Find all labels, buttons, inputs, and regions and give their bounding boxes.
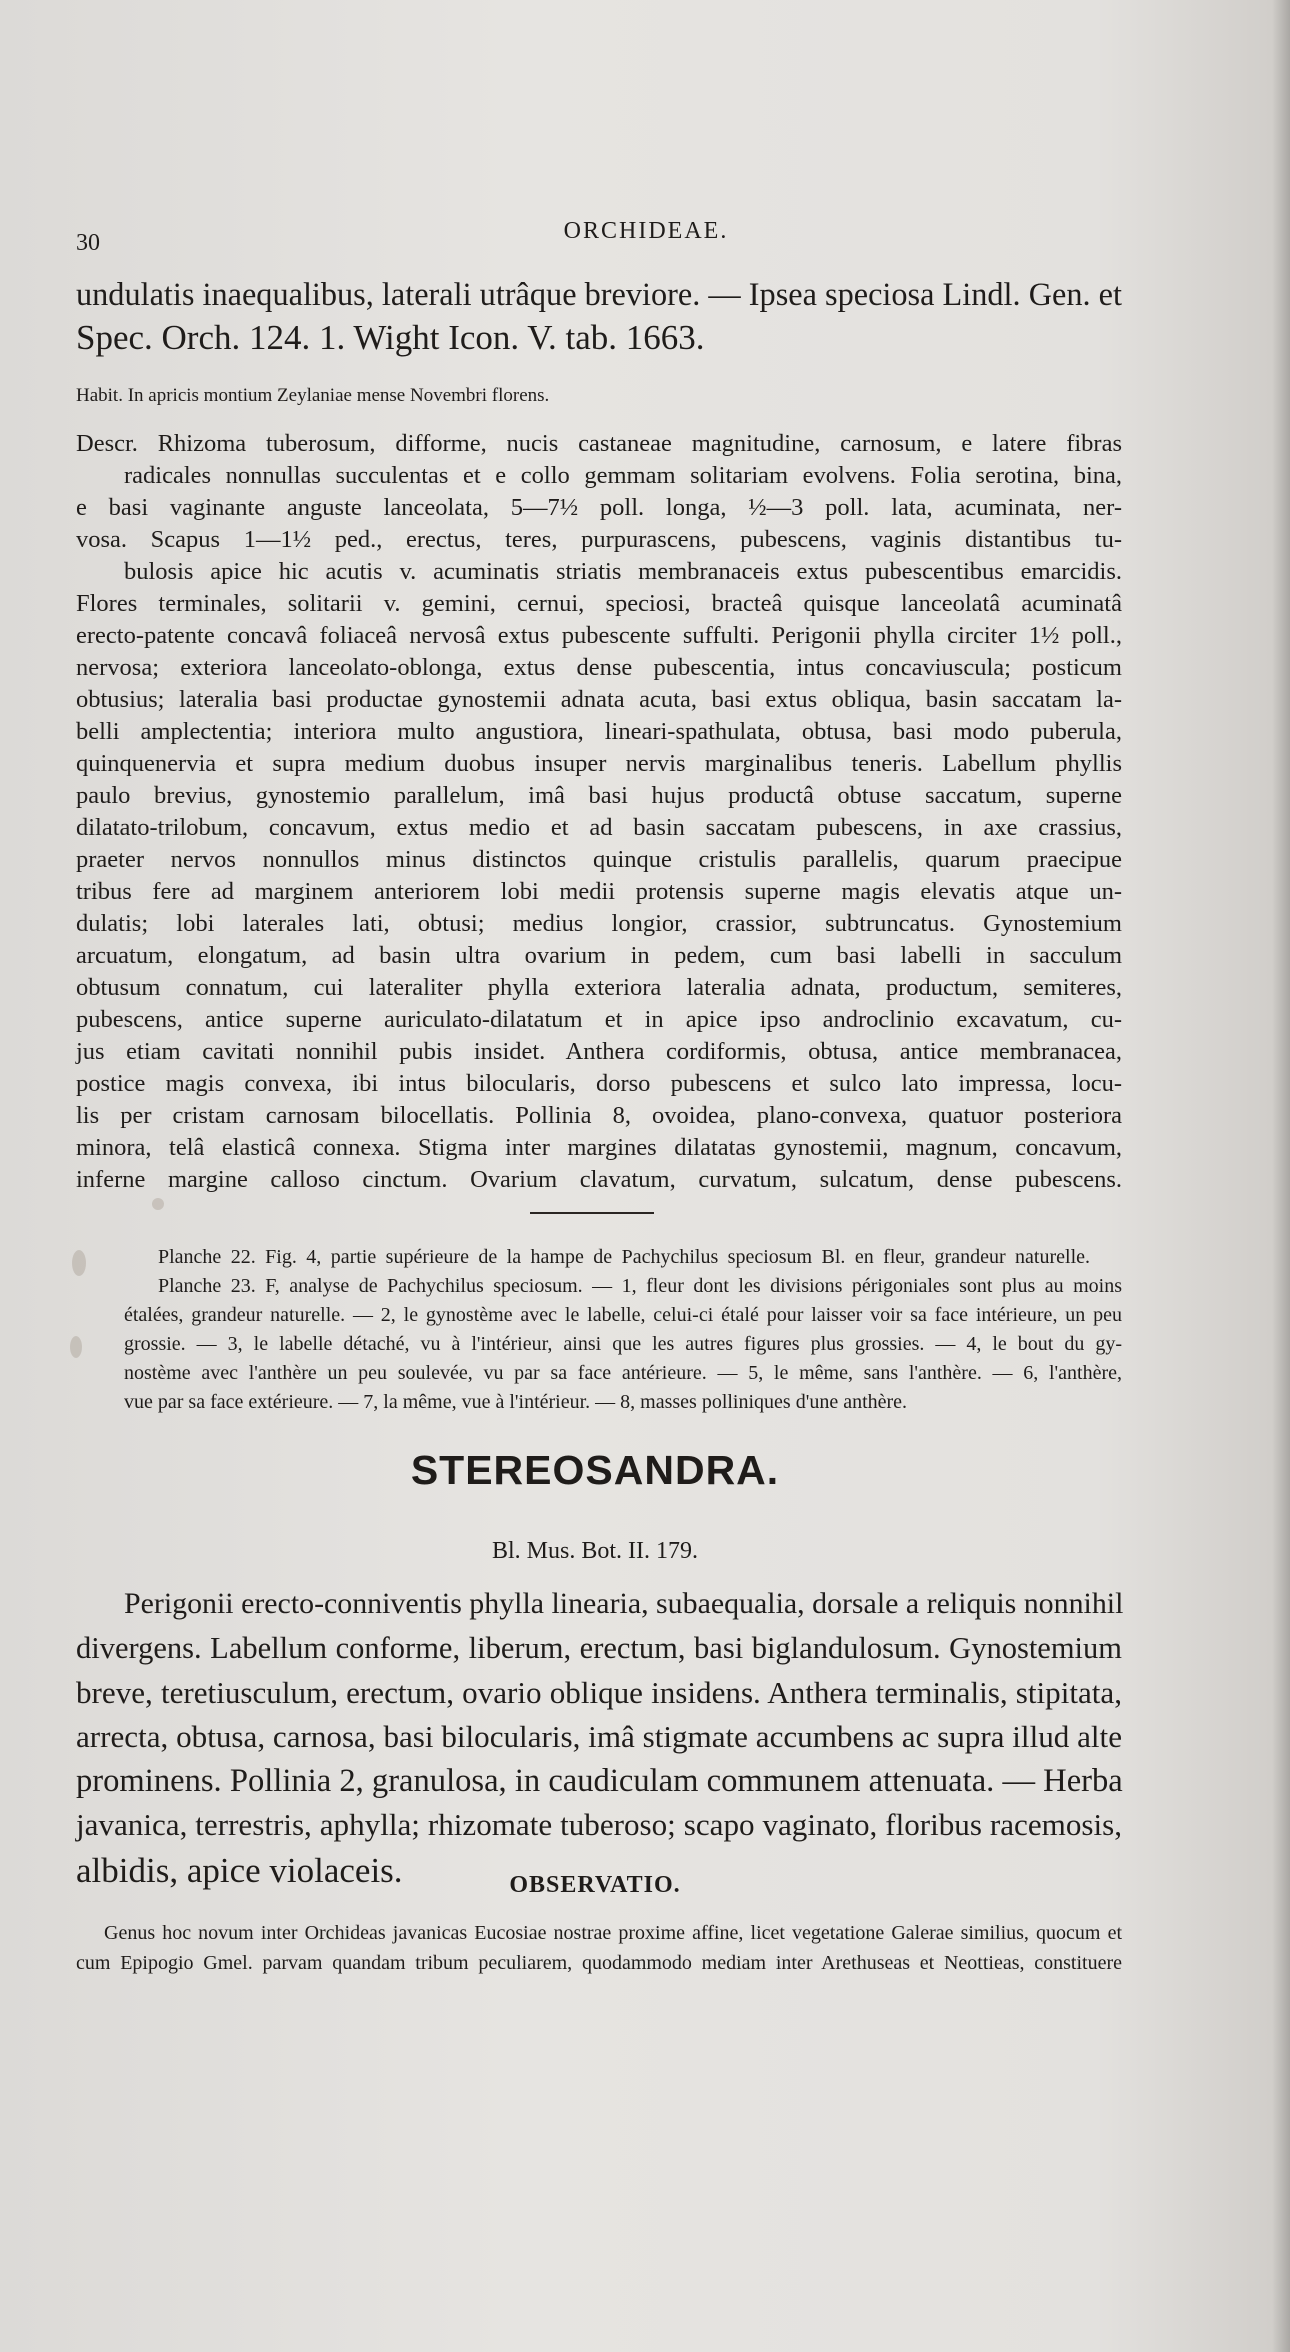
text-line: postice magis convexa, ibi intus bilocularis, dorso pubescens et sulco lato impressa, locu- xyxy=(76,1070,1122,1097)
text-line: Descr. Rhizoma tuberosum, difforme, nucis castaneae magnitudine, carnosum, e latere fibras xyxy=(76,430,1122,457)
genus-title: STEREOSANDRA. xyxy=(410,1447,780,1493)
text-line: lis per cristam carnosam bilocellatis. Pollinia 8, ovoidea, plano-convexa, quatuor posteriora xyxy=(76,1102,1122,1129)
text-line: pubescens, antice superne auriculato-dilatatum et in apice ipso androclinio excavatum, cu- xyxy=(76,1006,1122,1033)
text-line: nostème avec l'anthère un peu soulevée, vu par sa face antérieure. — 5, le même, sans l'anthère. — 6, l'anthère, xyxy=(124,1362,1122,1384)
running-head: ORCHIDEAE. xyxy=(563,218,729,244)
text-line: Planche 22. Fig. 4, partie supérieure de la hampe de Pachychilus speciosum Bl. en fleur, grandeur naturelle. xyxy=(158,1246,1090,1268)
text-line: erecto-patente concavâ foliaceâ nervosâ extus pubescente suffulti. Perigonii phylla circiter 1½ poll., xyxy=(76,622,1122,649)
text-line: nervosa; exteriora lanceolato-oblonga, extus dense pubescentia, intus concaviuscula; posticum xyxy=(76,654,1122,681)
text-line: cum Epipogio Gmel. parvam quandam tribum peculiarem, quodammodo mediam inter Arethuseas et Neottieas, constituere xyxy=(76,1952,1122,1974)
text-line: grossie. — 3, le labelle détaché, vu à l'intérieur, ainsi que les autres figures plus grossies. — 4, le bout du gy- xyxy=(124,1333,1122,1355)
text-line: inferne margine calloso cinctum. Ovarium clavatum, curvatum, sulcatum, dense pubescens. xyxy=(76,1166,1122,1193)
text-line: breve, teretiusculum, erectum, ovario oblique insidens. Anthera terminalis, stipitata, xyxy=(76,1675,1122,1710)
text-line: divergens. Labellum conforme, liberum, erectum, basi biglandulosum. Gynostemium xyxy=(76,1631,1122,1665)
text-line: Spec. Orch. 124. 1. Wight Icon. V. tab. 1663. xyxy=(76,318,705,357)
text-line: belli amplectentia; interiora multo angustiora, lineari-spathulata, obtusa, basi modo puberula, xyxy=(76,718,1122,745)
text-line: radicales nonnullas succulentas et e collo gemmam solitariam evolvens. Folia serotina, bina, xyxy=(124,462,1122,489)
paper-stain xyxy=(72,1250,86,1276)
text-line: paulo brevius, gynostemio parallelum, imâ basi hujus productâ obtuse saccatum, superne xyxy=(76,782,1122,809)
text-line: dilatato-trilobum, concavum, extus medio et ad basin saccatam pubescens, in axe crassius, xyxy=(76,814,1122,841)
text-line: obtusius; lateralia basi productae gynostemii adnata acuta, basi extus obliqua, basin saccatam la- xyxy=(76,686,1122,713)
text-line: undulatis inaequalibus, laterali utrâque breviore. — Ipsea speciosa Lindl. Gen. et xyxy=(76,276,1122,312)
text-line: obtusum connatum, cui lateraliter phylla exteriora lateralia adnata, productum, semiteres, xyxy=(76,974,1122,1001)
text-line: prominens. Pollinia 2, granulosa, in caudiculam communem attenuata. — Herba xyxy=(76,1763,1123,1799)
text-line: bulosis apice hic acutis v. acuminatis striatis membranaceis extus pubescentibus emarcidis. xyxy=(124,558,1122,585)
text-line: minora, telâ elasticâ connexa. Stigma inter margines dilatatas gynostemii, magnum, concavum, xyxy=(76,1134,1122,1161)
text-line: e basi vaginante anguste lanceolata, 5—7½ poll. longa, ½—3 poll. lata, acuminata, ner- xyxy=(76,494,1122,521)
text-line: vue par sa face extérieure. — 7, la même, vue à l'intérieur. — 8, masses polliniques d'une anthère. xyxy=(124,1391,908,1413)
paper-stain xyxy=(70,1336,82,1358)
page-number: 30 xyxy=(76,230,100,256)
text-line: Planche 23. F, analyse de Pachychilus speciosum. — 1, fleur dont les divisions périgoniales sont plus au moins xyxy=(158,1275,1122,1297)
text-line: Flores terminales, solitarii v. gemini, cernui, speciosi, bracteâ quisque lanceolatâ acuminatâ xyxy=(76,590,1122,617)
text-line: javanica, terrestris, aphylla; rhizomate tuberoso; scapo vaginato, floribus racemosis, xyxy=(76,1807,1122,1842)
page-header xyxy=(76,218,1136,258)
text-line: praeter nervos nonnullos minus distinctos quinque cristulis parallelis, quarum praecipue xyxy=(76,846,1122,873)
text-line: étalées, grandeur naturelle. — 2, le gynostème avec le labelle, celui-ci étalé pour laisser voir sa face intérieure, un peu xyxy=(124,1304,1122,1326)
section-rule xyxy=(530,1212,654,1214)
text-line: vosa. Scapus 1—1½ ped., erectus, teres, purpurascens, pubescens, vaginis distantibus tu- xyxy=(76,526,1122,553)
page-edge-shadow xyxy=(1272,0,1290,2352)
text-line: albidis, apice violaceis. xyxy=(76,1851,403,1890)
habitat-line: Habit. In apricis montium Zeylaniae mense Novembri florens. xyxy=(76,385,550,406)
observatio-heading: OBSERVATIO. xyxy=(509,1872,681,1898)
paper-stain xyxy=(152,1198,164,1210)
text-line: quinquenervia et supra medium duobus insuper nervis marginalibus teneris. Labellum phyllis xyxy=(76,750,1122,777)
text-line: Perigonii erecto-conniventis phylla linearia, subaequalia, dorsale a reliquis nonnihil xyxy=(124,1587,1124,1620)
text-line: arrecta, obtusa, carnosa, basi bilocularis, imâ stigmate accumbens ac supra illud alte xyxy=(76,1719,1122,1754)
text-line: jus etiam cavitati nonnihil pubis insidet. Anthera cordiformis, obtusa, antice membranacea, xyxy=(76,1038,1122,1065)
text-line: Genus hoc novum inter Orchideas javanicas Eucosiae nostrae proxime affine, licet vegetatione Galerae similius, quocum et xyxy=(104,1922,1122,1944)
text-line: tribus fere ad marginem anteriorem lobi medii protensis superne magis elevatis atque un- xyxy=(76,878,1122,905)
genus-reference: Bl. Mus. Bot. II. 179. xyxy=(491,1538,698,1564)
text-line: arcuatum, elongatum, ad basin ultra ovarium in pedem, cum basi labelli in sacculum xyxy=(76,942,1122,969)
text-line: dulatis; lobi laterales lati, obtusi; medius longior, crassior, subtruncatus. Gynostemium xyxy=(76,910,1122,937)
